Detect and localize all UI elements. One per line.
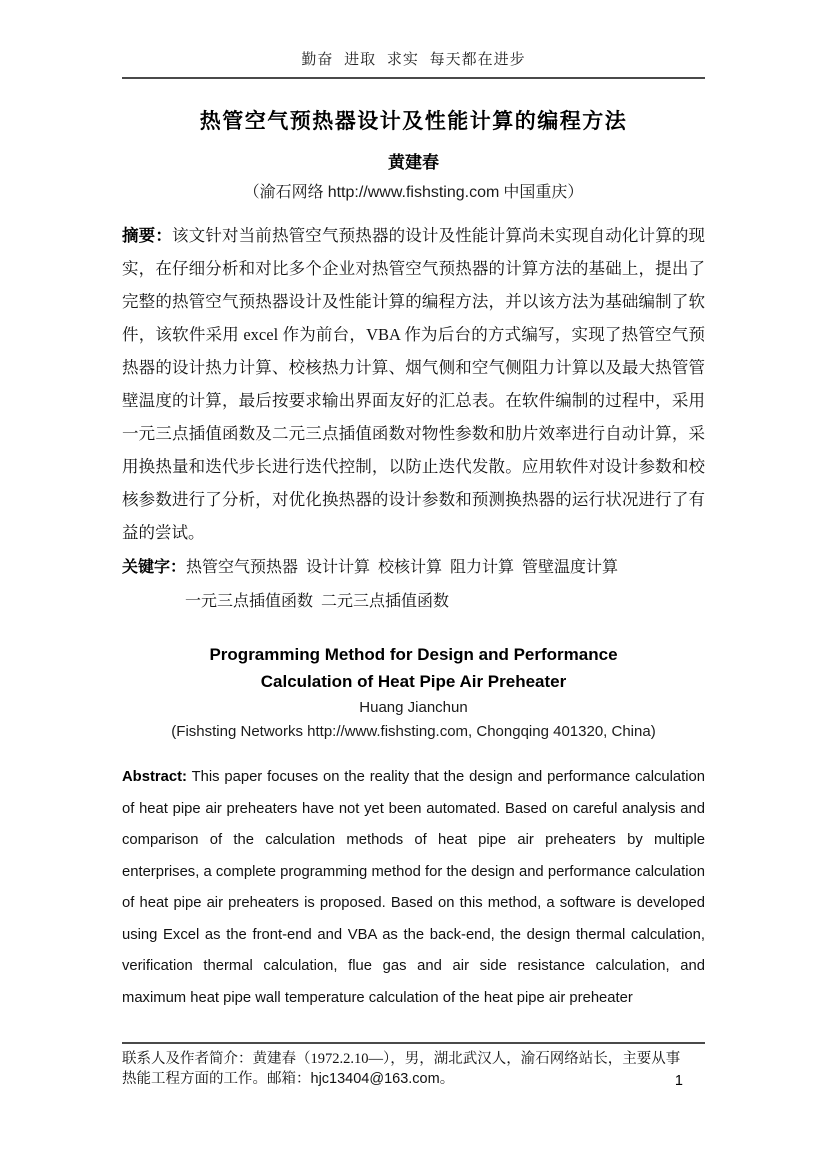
keywords-line1 [122, 551, 705, 585]
page-header [122, 0, 705, 79]
english-title-line1: Programming Method for Design and Performance [209, 645, 618, 664]
footer-line2 [122, 1069, 705, 1089]
english-abstract-label: Abstract: [122, 769, 187, 785]
affiliation-url: http://www.fishsting.com [327, 184, 500, 201]
affiliation-suffix: 中国重庆） [499, 184, 584, 201]
chinese-title: 热管空气预热器设计及性能计算的编程方法 [199, 110, 628, 133]
keywords-line1-text: 热管空气预热器 设计计算 校核计算 阻力计算 管壁温度计算 [186, 559, 619, 576]
footer-line2-suffix: 。 [439, 1071, 455, 1087]
affiliation-prefix: （渝石网络 [243, 184, 328, 201]
page-footer [122, 1042, 705, 1089]
footer-line2-prefix: 热能工程方面的工作。邮箱： [122, 1071, 311, 1087]
footer-line1: 联系人及作者简介：黄建春（1972.2.10—），男，湖北武汉人，渝石网络站长，主要从事 [122, 1051, 681, 1067]
chinese-abstract [122, 219, 705, 549]
english-abstract [122, 762, 705, 1014]
keywords-line2: 一元三点插值函数 二元三点插值函数 [185, 593, 450, 610]
english-abstract-text: This paper focuses on the reality that the design and performance calculation of heat pipe air preheaters have not yet been automated. Based on careful analysis and comparison of the calculation methods of heat pipe air preheaters by multiple enterprises, a complete programming method for the design and performance calculation of heat pipe air preheaters is proposed. Based on this method, a software is developed using Excel as the front-end and VBA as the back-end, the design thermal calculation, verification thermal calculation, flue gas and air side resistance calculation, and maximum heat pipe wall temperature calculation of the heat pipe air preheater [122, 769, 705, 1006]
page-body [0, 105, 827, 1014]
chinese-abstract-label: 摘要： [122, 226, 172, 245]
chinese-abstract-text: 该文针对当前热管空气预热器的设计及性能计算尚未实现自动化计算的现实，在仔细分析和对比多个企业对热管空气预热器的计算方法的基础上，提出了完整的热管空气预热器设计及性能计算的编程方法，并以该方法为基础编制了软件，该软件采用 excel 作为前台，VBA 作为后台的方式编写，实现了热管空气预热器的设计热力计算、校核热力计算、烟气侧和空气侧阻力计算以及最大热管管壁温度的计算，最后按要求输出界面友好的汇总表。在软件编制的过程中，采用一元三点插值函数及二元三点插值函数对物性参数和肋片效率进行自动计算，采用换热量和迭代步长进行迭代控制，以防止迭代发散。应用软件对设计参数和校核参数进行了分析，对优化换热器的设计参数和预测换热器的运行状况进行了有益的尝试。 [122, 226, 706, 542]
footer-email: hjc13404@163.com [310, 1071, 440, 1087]
chinese-affiliation [122, 179, 705, 202]
english-affiliation: (Fishsting Networks http://www.fishsting.com, Chongqing 401320, China) [171, 723, 656, 740]
page-number: 1 [674, 1073, 683, 1089]
chinese-keywords [122, 551, 705, 619]
chinese-author: 黄建春 [388, 153, 439, 172]
keywords-label: 关键字： [122, 559, 187, 576]
english-title-line2: Calculation of Heat Pipe Air Preheater [260, 672, 567, 691]
header-motto: 勤奋 进取 求实 每天都在进步 [301, 52, 526, 68]
english-title [122, 641, 705, 695]
english-author: Huang Jianchun [359, 699, 468, 716]
